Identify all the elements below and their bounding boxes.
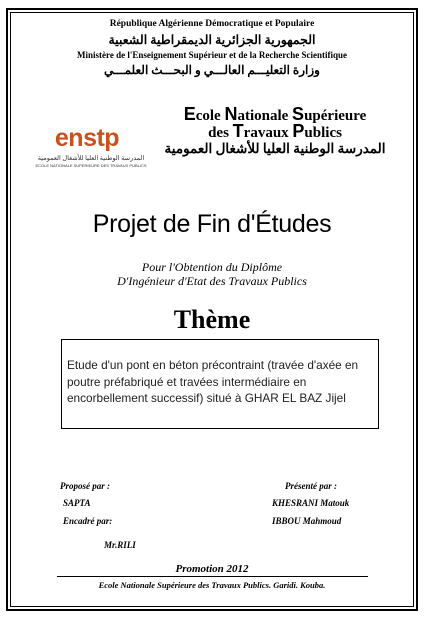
footer-divider: [57, 576, 368, 577]
supervised-by-label: Encadré par:: [63, 516, 113, 526]
ministry-name-fr: Ministère de l'Enseignement Supérieur et de la Recherche Scientifique: [77, 50, 347, 60]
school-word: upérieure: [304, 108, 367, 124]
school-word: ationale: [237, 108, 293, 124]
student-name: KHESRANI Matouk: [272, 498, 350, 508]
footer-school-address: Ecole Nationale Supérieure des Travaux Publics. Garidi. Kouba.: [98, 580, 326, 590]
school-initial: P: [292, 121, 305, 141]
diploma-line1: Pour l'Obtention du Diplôme: [141, 260, 283, 274]
republic-name-fr: République Algérienne Démocratique et Populaire: [109, 19, 315, 29]
student-name: IBBOU Mahmoud: [272, 516, 342, 526]
school-word: des: [208, 125, 233, 141]
theme-heading: Thème: [173, 305, 251, 334]
school-initial: E: [183, 104, 196, 124]
promotion-year: Promotion 2012: [175, 563, 249, 575]
theme-text: Etude d'un pont en béton précontraint (travée d'axée en poutre préfabriqué et travées intermédiaire en encorbellement successif) situé à GHAR EL BAZ Jijel: [67, 358, 359, 405]
logo-subtitle-fr: ECOLE NATIONALE SUPERIEURE DES TRAVAUX PUBLICS: [35, 163, 147, 168]
school-initial: N: [224, 104, 238, 124]
republic-name-ar: الجمهورية الجزائرية الديمقراطية الشعبية: [108, 33, 316, 47]
school-initial: S: [292, 104, 305, 124]
proposed-by-label: Proposé par :: [60, 481, 110, 491]
document-title: Projet de Fin d'Études: [92, 210, 332, 238]
school-name-ar: المدرسة الوطنية العليا للأشغال العمومية: [164, 141, 386, 156]
presented-by-label: Présenté par :: [285, 481, 337, 491]
school-word: ublics: [304, 125, 342, 141]
logo-wordmark: enstp: [54, 124, 120, 152]
ministry-name-ar: وزارة التعليـــم العالـــي و البحـــث العلمـــي: [104, 63, 320, 77]
proposer-name: SAPTA: [63, 498, 91, 508]
enstp-logo: [28, 124, 154, 174]
school-name-line2: [150, 121, 400, 142]
logo-subtitle-ar: المدرسة الوطنية العليا للأشغال العمومية: [37, 155, 145, 162]
school-initial: T: [232, 121, 244, 141]
supervisor-name: Mr.RILI: [104, 540, 136, 550]
diploma-line2: D'Ingénieur d'Etat des Travaux Publics: [117, 274, 307, 288]
theme-box: [61, 339, 379, 429]
school-word: ravaux: [243, 125, 293, 141]
school-word: cole: [195, 108, 225, 124]
